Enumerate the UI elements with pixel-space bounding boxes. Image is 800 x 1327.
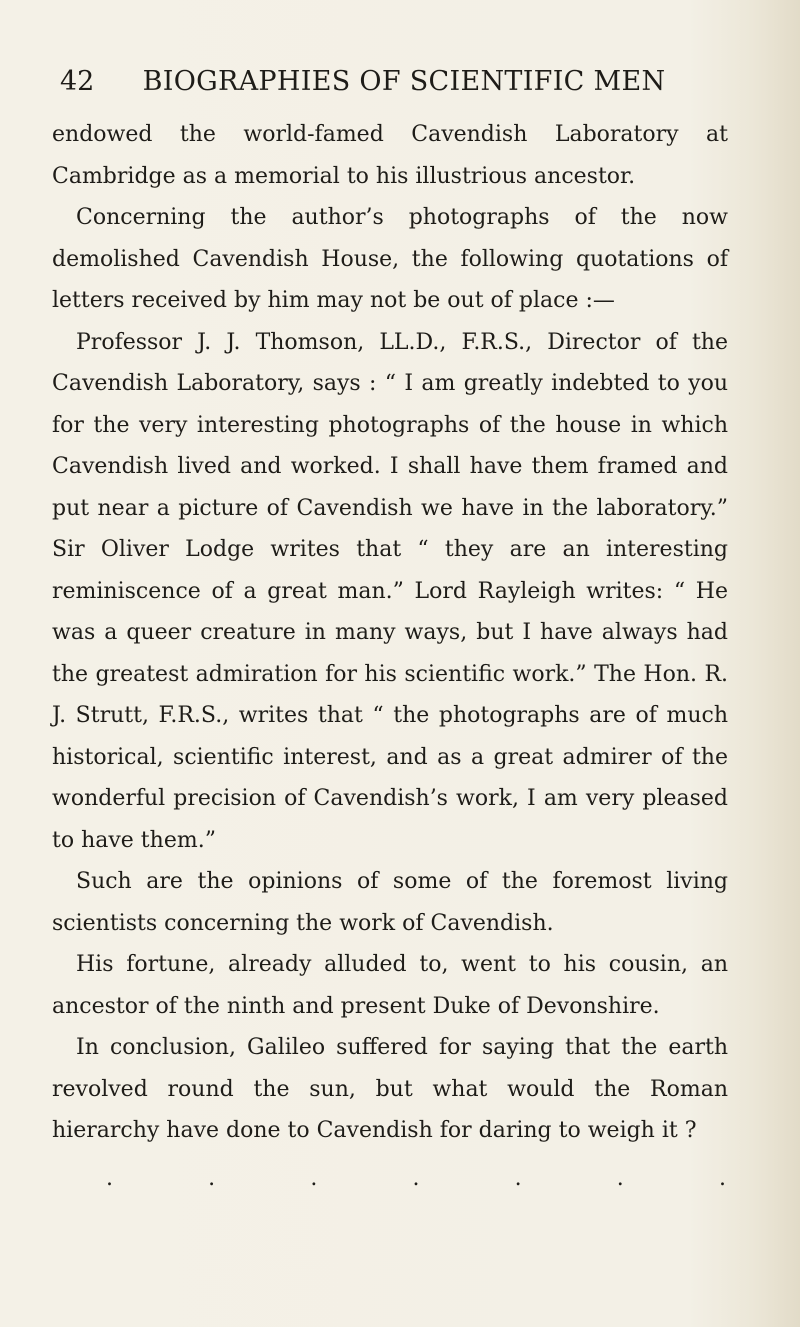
ellipsis-dot: . bbox=[616, 1165, 624, 1191]
paragraph-quotations: Professor J. J. Thomson, LL.D., F.R.S., Director of the Cavendish Laboratory, says : “ I am greatly indebted to you for the very interesting photographs of the house in which Cavendish lived and worked. I shall have them framed and put near a picture of Cavendish we have in the laboratory.” Sir Oliver Lodge writes that “ they are an interesting reminiscence of a great man.” Lord Rayleigh writes: “ He was a queer creature in many ways, but I have always had the greatest admiration for his scientific work.” The Hon. R. J. Strutt, F.R.S., writes that “ the photographs are of much historical, scientific interest, and as a great admirer of the wonderful precision of Cavendish’s work, I am very pleased to have them.” bbox=[52, 329, 728, 853]
paragraph-opinions: Such are the opinions of some of the foremost living scientists concerning the work of Cavendish. bbox=[52, 869, 728, 936]
ellipsis-dot: . bbox=[310, 1165, 318, 1191]
running-head: BIOGRAPHIES OF SCIENTIFIC MEN bbox=[142, 66, 666, 97]
page-header bbox=[60, 62, 700, 102]
paragraph-fortune: His fortune, already alluded to, went to his cousin, an ancestor of the ninth and present Duke of Devonshire. bbox=[52, 952, 728, 1019]
page-number: 42 bbox=[60, 66, 95, 97]
ellipsis-break bbox=[106, 1165, 726, 1191]
ellipsis-dot: . bbox=[106, 1165, 113, 1191]
paragraph-cavendish-house: Concerning the author’s photographs of the now demolished Cavendish House, the following quotations of letters received by him may not be out of place :— bbox=[52, 205, 728, 313]
paragraph-continued: endowed the world-famed Cavendish Laboratory at Cambridge as a memorial to his illustrious ancestor. bbox=[52, 122, 728, 189]
ellipsis-dot: . bbox=[718, 1165, 726, 1191]
ellipsis-dot: . bbox=[514, 1165, 522, 1191]
paragraph-conclusion: In conclusion, Galileo suffered for saying that the earth revolved round the sun, but what would the Roman hierarchy have done to Cavendish for daring to weigh it ? bbox=[52, 1035, 728, 1143]
ellipsis-dot: . bbox=[412, 1165, 420, 1191]
ellipsis-dot: . bbox=[208, 1165, 216, 1191]
body-text bbox=[52, 114, 728, 1190]
